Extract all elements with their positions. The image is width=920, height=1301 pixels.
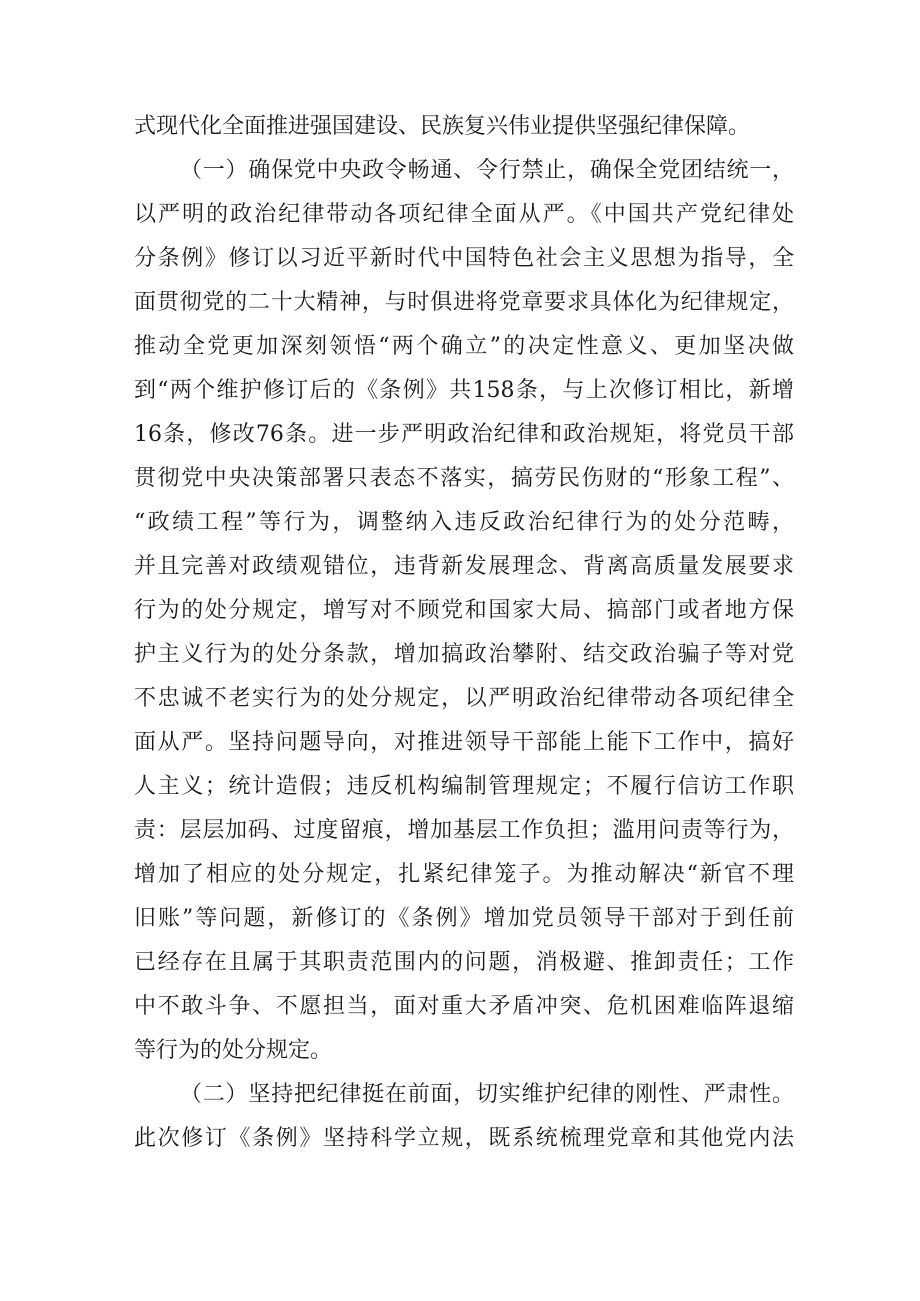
paragraph-line: 旧账”等问题，新修订的《条例》增加党员领导干部对于到任前 xyxy=(134,906,794,931)
paragraph-line: 16条，修改76条。进一步严明政治纪律和政治规矩，将党员干部 xyxy=(134,422,794,447)
paragraph-line: 面贯彻党的二十大精神，与时俱进将党章要求具体化为纪律规定， xyxy=(134,290,794,315)
paragraph-line: 护主义行为的处分条款，增加搞政治攀附、结交政治骗子等对党 xyxy=(134,642,794,667)
paragraph-line: 已经存在且属于其职责范围内的问题，消极避、推卸责任；工作 xyxy=(134,950,794,975)
paragraph-line: 贯彻党中央决策部署只表态不落实，搞劳民伤财的“形象工程”、 xyxy=(134,466,794,491)
paragraph-line: 行为的处分规定，增写对不顾党和国家大局、搞部门或者地方保 xyxy=(134,598,794,623)
paragraph-line: （一）确保党中央政令畅通、令行禁止，确保全党团结统一， xyxy=(180,158,794,183)
paragraph-line: 人主义；统计造假；违反机构编制管理规定；不履行信访工作职 xyxy=(134,774,794,799)
paragraph-line: 责：层层加码、过度留痕，增加基层工作负担；滥用问责等行为， xyxy=(134,818,794,843)
paragraph-line: 不忠诚不老实行为的处分规定，以严明政治纪律带动各项纪律全 xyxy=(134,686,794,711)
paragraph-line: 中不敢斗争、不愿担当，面对重大矛盾冲突、危机困难临阵退缩 xyxy=(134,994,794,1019)
paragraph-line: 增加了相应的处分规定，扎紧纪律笼子。为推动解决“新官不理 xyxy=(134,862,794,887)
paragraph-line: 到“两个维护修订后的《条例》共158条，与上次修订相比，新增 xyxy=(134,378,794,403)
paragraph-line: 式现代化全面推进强国建设、民族复兴伟业提供坚强纪律保障。 xyxy=(134,114,751,139)
paragraph-line: （二）坚持把纪律挺在前面，切实维护纪律的刚性、严肃性。 xyxy=(180,1082,794,1107)
paragraph-line: 并且完善对政绩观错位，违背新发展理念、背离高质量发展要求 xyxy=(134,554,794,579)
paragraph-line: 分条例》修订以习近平新时代中国特色社会主义思想为指导，全 xyxy=(134,246,794,271)
paragraph-line: 等行为的处分规定。 xyxy=(134,1038,333,1063)
paragraph-line: 此次修订《条例》坚持科学立规，既系统梳理党章和其他党内法 xyxy=(134,1126,794,1151)
paragraph-line: 以严明的政治纪律带动各项纪律全面从严。《中国共产党纪律处 xyxy=(134,202,794,227)
paragraph-line: 面从严。坚持问题导向，对推进领导干部能上能下工作中，搞好 xyxy=(134,730,794,755)
paragraph-line: 推动全党更加深刻领悟“两个确立”的决定性意义、更加坚决做 xyxy=(134,334,794,359)
paragraph-line: “政绩工程”等行为，调整纳入违反政治纪律行为的处分范畴， xyxy=(134,510,794,535)
